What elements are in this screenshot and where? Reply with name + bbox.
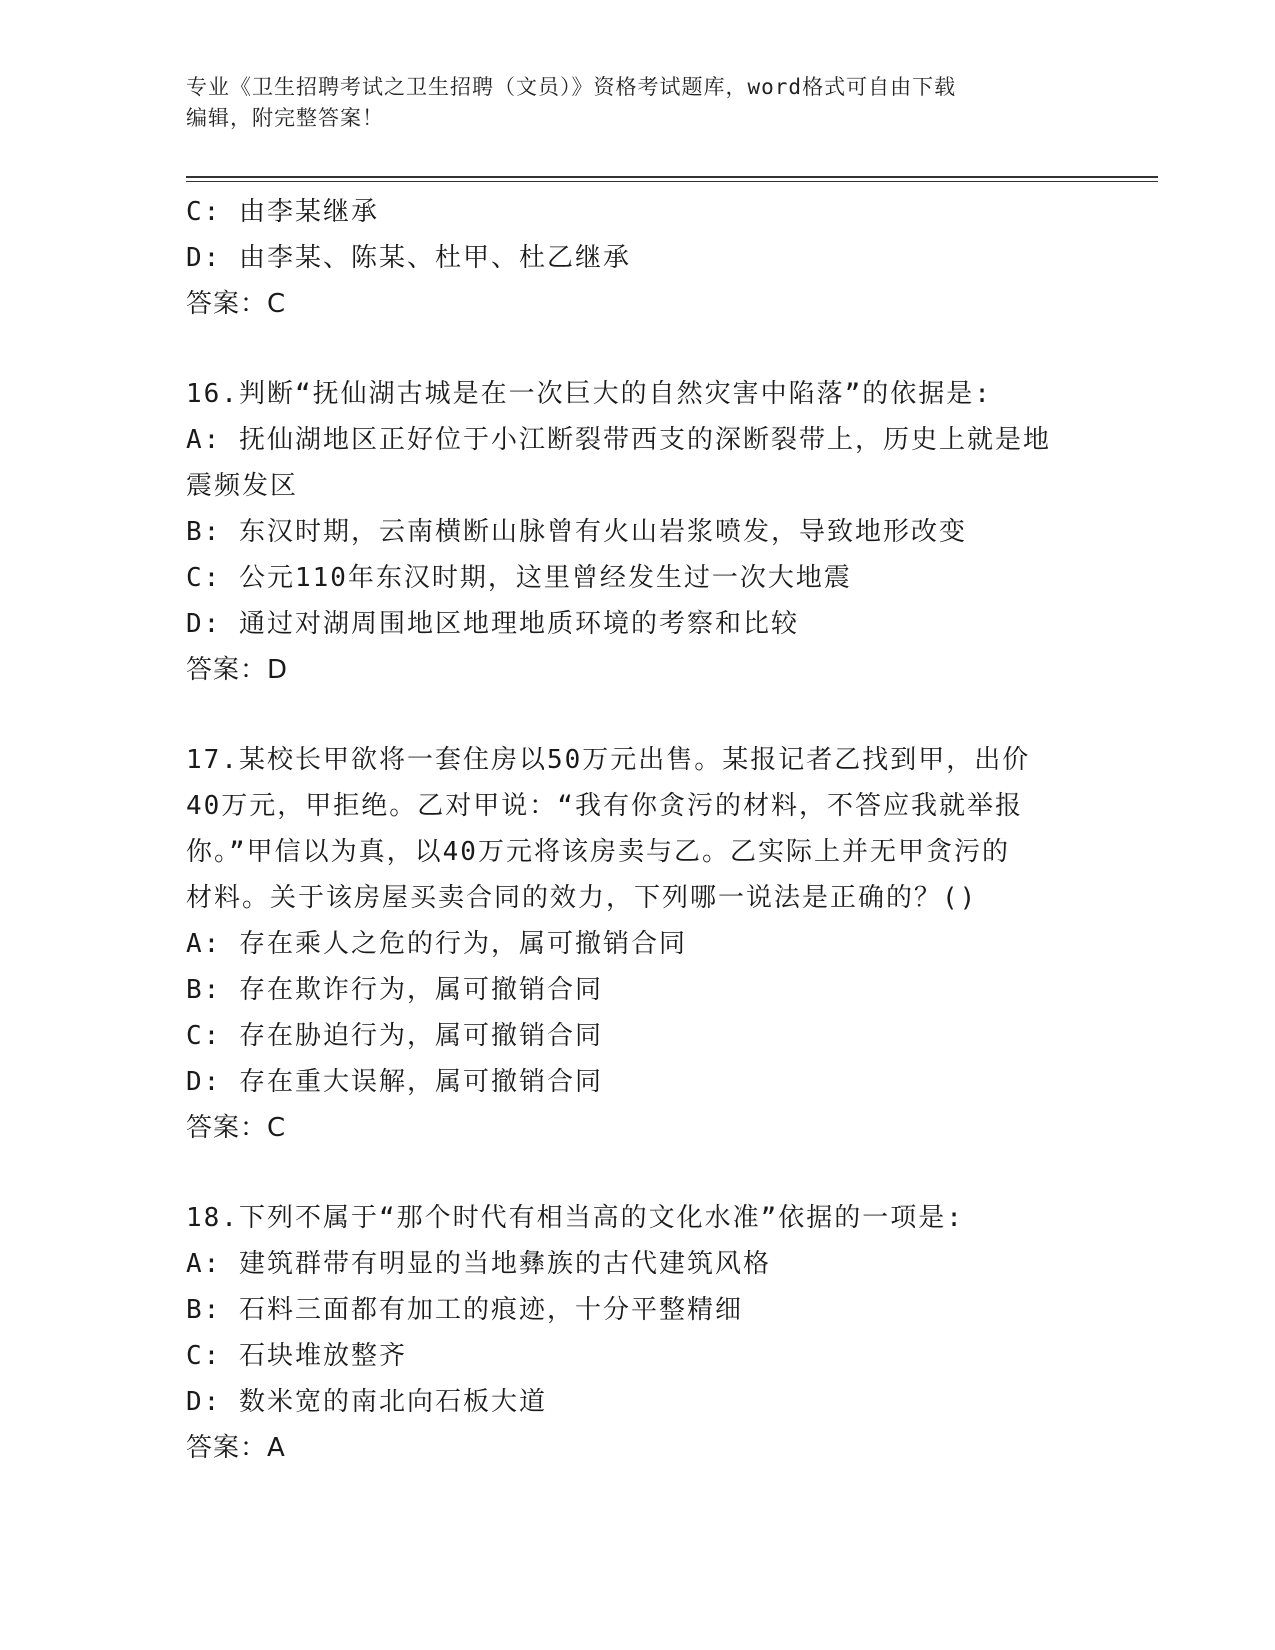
option-a: A: 抚仙湖地区正好位于小江断裂带西支的深断裂带上，历史上就是地 [186, 425, 1051, 455]
answer-text: 答案：C [186, 289, 287, 319]
question-15-tail [186, 189, 1086, 327]
question-stem-line-2: 40万元，甲拒绝。乙对甲说：“我有你贪污的材料，不答应我就举报 [186, 791, 1023, 821]
question-18 [186, 1195, 1086, 1471]
header-rule-thin [186, 181, 1158, 182]
option-c: C: 石块堆放整齐 [186, 1341, 407, 1371]
answer-text: 答案：C [186, 1113, 287, 1143]
question-content [186, 189, 1086, 1471]
question-stem-line-3: 你。”甲信以为真，以40万元将该房卖与乙。乙实际上并无甲贪污的 [186, 837, 1010, 867]
page-header [186, 72, 1086, 134]
option-a: A: 建筑群带有明显的当地彝族的古代建筑风格 [186, 1249, 771, 1279]
question-16 [186, 371, 1086, 693]
option-a-continued: 震频发区 [186, 471, 299, 501]
header-line-1: 专业《卫生招聘考试之卫生招聘（文员）》资格考试题库，word格式可自由下载 [186, 75, 957, 99]
option-b: B: 存在欺诈行为，属可撤销合同 [186, 975, 603, 1005]
option-a: A: 存在乘人之危的行为，属可撤销合同 [186, 929, 687, 959]
question-stem: 16.判断“抚仙湖古城是在一次巨大的自然灾害中陷落”的依据是: [186, 379, 992, 409]
header-rule-thick [186, 176, 1158, 178]
option-b: B: 东汉时期，云南横断山脉曾有火山岩浆喷发，导致地形改变 [186, 517, 967, 547]
header-line-2: 编辑，附完整答案！ [186, 106, 384, 130]
option-c: C: 公元110年东汉时期，这里曾经发生过一次大地震 [186, 563, 852, 593]
question-stem: 17.某校长甲欲将一套住房以50万元出售。某报记者乙找到甲，出价 [186, 745, 1031, 775]
option-d: D: 数米宽的南北向石板大道 [186, 1387, 547, 1417]
option-b: B: 石料三面都有加工的痕迹，十分平整精细 [186, 1295, 743, 1325]
option-d: D: 由李某、陈某、杜甲、杜乙继承 [186, 243, 631, 273]
answer-text: 答案：A [186, 1433, 286, 1463]
question-stem: 18.下列不属于“那个时代有相当高的文化水准”依据的一项是: [186, 1203, 964, 1233]
option-d: D: 存在重大误解，属可撤销合同 [186, 1067, 603, 1097]
question-stem-line-4: 材料。关于该房屋买卖合同的效力，下列哪一说法是正确的？() [186, 883, 978, 913]
question-17 [186, 737, 1086, 1151]
option-d: D: 通过对湖周围地区地理地质环境的考察和比较 [186, 609, 799, 639]
answer-text: 答案：D [186, 655, 289, 685]
option-c: C: 存在胁迫行为，属可撤销合同 [186, 1021, 603, 1051]
option-c: C: 由李某继承 [186, 197, 379, 227]
